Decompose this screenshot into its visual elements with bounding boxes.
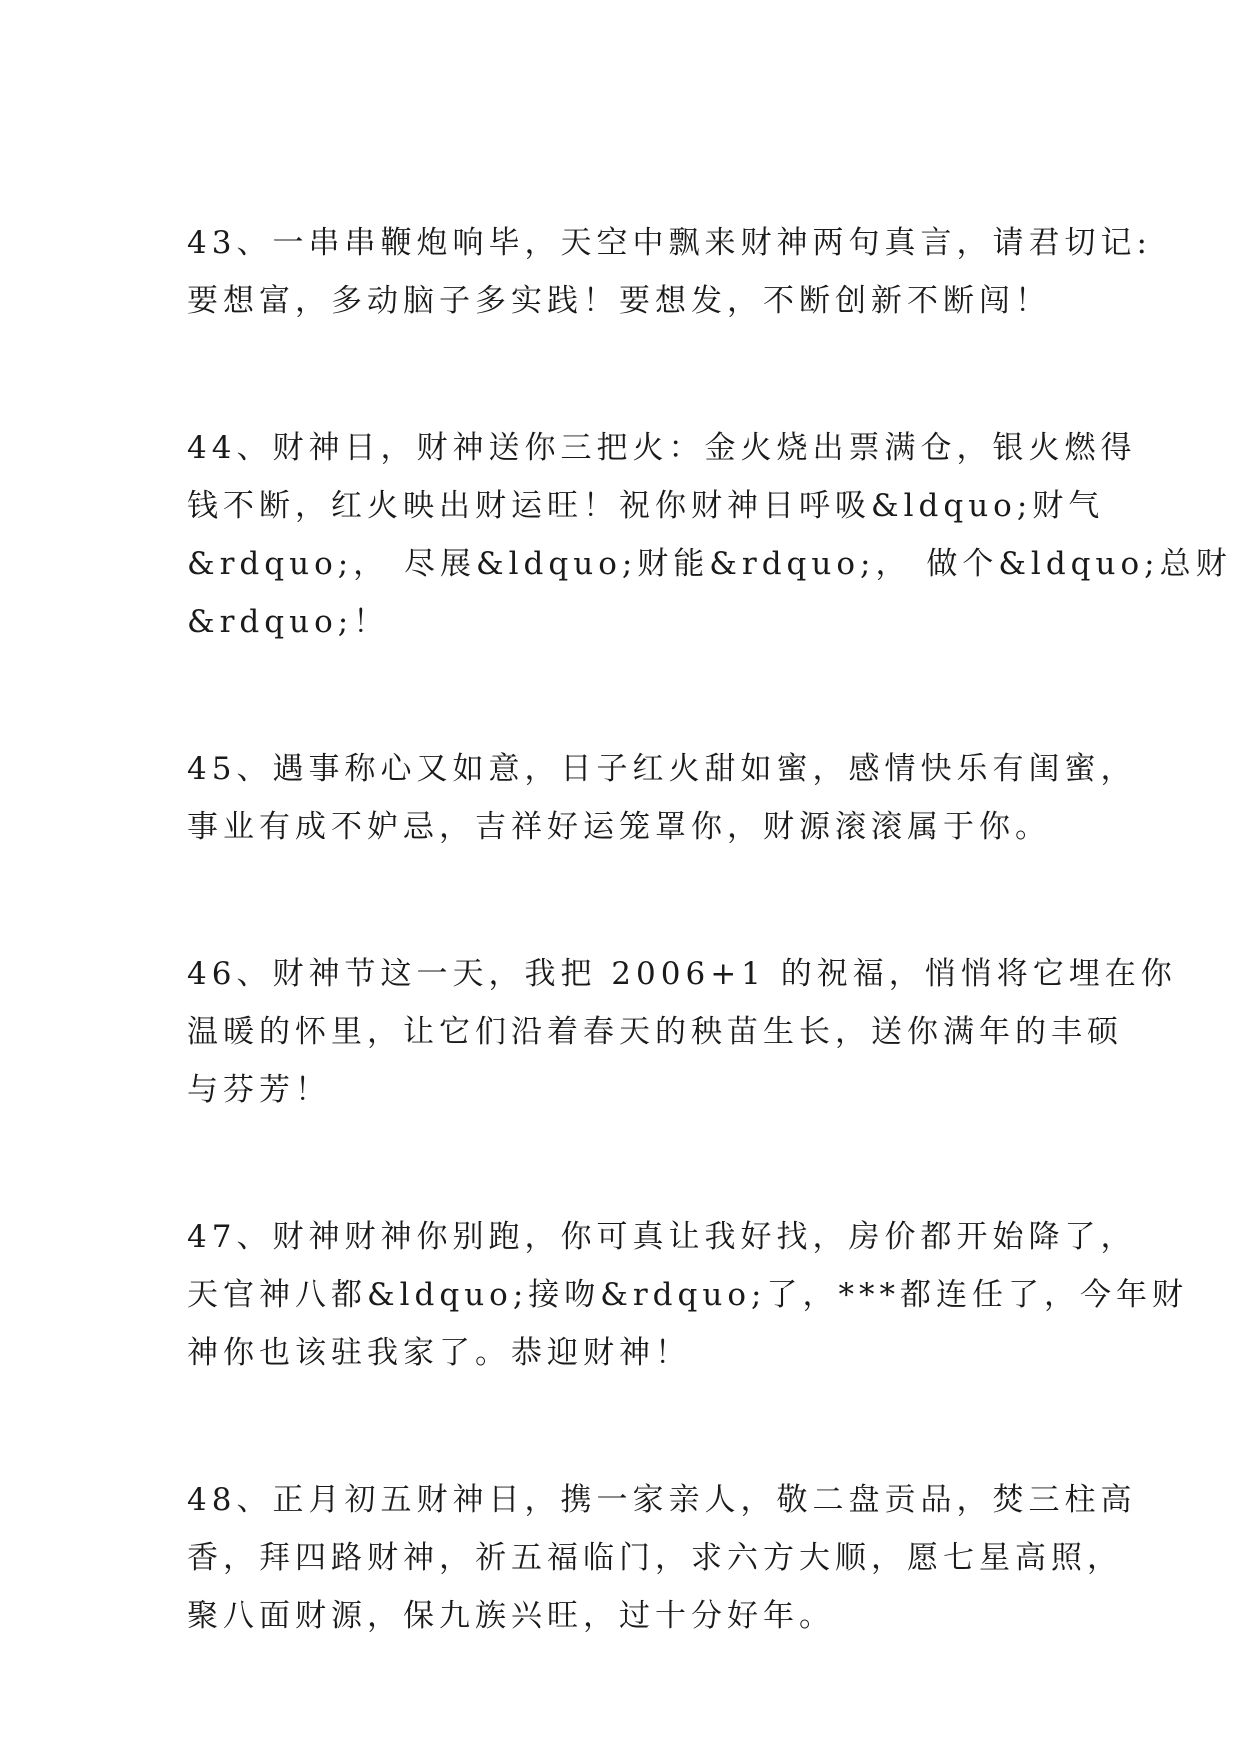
entry-line: 45、遇事称心又如意，日子红火甜如蜜，感情快乐有闺蜜， — [187, 751, 1137, 787]
greeting-entry-48 — [187, 1471, 1137, 1645]
entry-line: 46、财神节这一天，我把 2006+1 的祝福，悄悄将它埋在你 — [187, 956, 1177, 992]
entry-line: &rdquo;， 尽展&ldquo;财能&rdquo;， 做个&ldquo;总财 — [187, 546, 1232, 582]
entry-line: 温暖的怀里，让它们沿着春天的秧苗生长，送你满年的丰硕 — [187, 1014, 1123, 1050]
entry-line: 钱不断，红火映出财运旺！祝你财神日呼吸&ldquo;财气 — [187, 488, 1105, 524]
greeting-entry-43 — [187, 214, 1152, 330]
greeting-entry-47 — [187, 1208, 1188, 1382]
entry-line: 48、正月初五财神日，携一家亲人，敬二盘贡品，焚三柱高 — [187, 1482, 1137, 1518]
entry-line: 事业有成不妒忌，吉祥好运笼罩你，财源滚滚属于你。 — [187, 809, 1051, 845]
entry-line: 44、财神日，财神送你三把火：金火烧出票满仓，银火燃得 — [187, 430, 1137, 466]
entry-line: 聚八面财源，保九族兴旺，过十分好年。 — [187, 1598, 835, 1634]
entry-line: 神你也该驻我家了。恭迎财神！ — [187, 1335, 691, 1371]
entry-line: 47、财神财神你别跑，你可真让我好找，房价都开始降了， — [187, 1219, 1137, 1255]
entry-line: 要想富，多动脑子多实践！要想发，不断创新不断闯！ — [187, 283, 1051, 319]
greeting-entry-45 — [187, 740, 1137, 856]
greeting-entry-46 — [187, 945, 1177, 1119]
document-body — [187, 214, 1232, 1734]
entry-line: &rdquo;！ — [187, 604, 390, 640]
entry-line: 43、一串串鞭炮响毕，天空中飘来财神两句真言，请君切记: — [187, 225, 1152, 261]
entry-line: 与芬芳！ — [187, 1072, 331, 1108]
entry-line: 香，拜四路财神，祈五福临门，求六方大顺，愿七星高照， — [187, 1540, 1123, 1576]
greeting-entry-44 — [187, 419, 1232, 651]
entry-line: 天官神八都&ldquo;接吻&rdquo;了，***都连任了，今年财 — [187, 1277, 1188, 1313]
